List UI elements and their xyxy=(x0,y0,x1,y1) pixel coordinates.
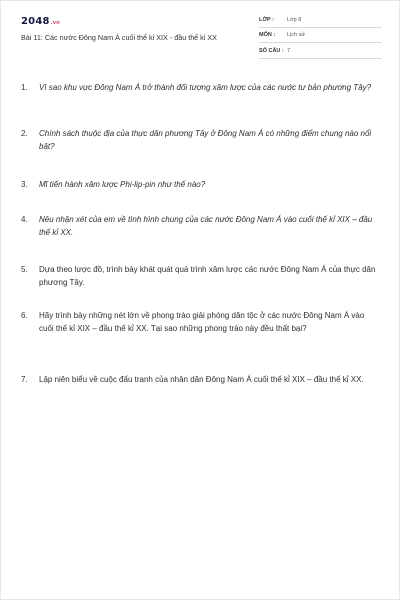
question-text: Hãy trình bày những nét lớn về phong trào giải phóng dân tộc ở các nước Đông Nam Á vào cuối thế kỉ XIX – đầu thế kỉ XX. Tại sao những phong trào này đều thất bại? xyxy=(39,311,365,333)
meta-subject-value: Lịch sử xyxy=(287,32,306,38)
logo-suffix: .vn xyxy=(50,20,60,26)
question-text: Nêu nhận xét của em về tình hình chung của các nước Đông Nam Á vào cuối thế kỉ XIX – đầu thế kỉ XX. xyxy=(39,215,373,237)
question-number: 2. xyxy=(21,129,28,138)
meta-class-label: LỚP : xyxy=(259,17,274,23)
question-text: Lập niên biểu về cuộc đấu tranh của nhân dân Đông Nam Á cuối thế kỉ XIX – đầu thế kỉ XX. xyxy=(39,375,364,384)
document-title: Bài 11: Các nước Đông Nam Á cuối thế kỉ XIX - đầu thế kỉ XX xyxy=(21,33,217,42)
question-number: 7. xyxy=(21,375,28,384)
meta-count-row xyxy=(259,46,382,59)
question-number: 1. xyxy=(21,83,28,92)
question-number: 4. xyxy=(21,215,28,224)
question-number: 6. xyxy=(21,311,28,320)
question-text: Mĩ tiến hành xâm lược Phi-lip-pin như thế nào? xyxy=(39,180,206,189)
question-text: Chính sách thuộc địa của thực dân phương Tây ở Đông Nam Á có những điểm chung nào nổi bật? xyxy=(39,129,372,151)
logo-main: 2048 xyxy=(21,16,50,27)
meta-class-value: Lớp 8 xyxy=(287,17,302,23)
meta-subject-label: MÔN : xyxy=(259,32,276,38)
meta-count-value: 7 xyxy=(287,48,291,54)
meta-info xyxy=(259,15,382,60)
site-logo[interactable] xyxy=(21,17,60,27)
meta-class-row xyxy=(259,15,382,28)
question-text: Vì sao khu vực Đông Nam Á trở thành đối tượng xâm lược của các nước tư bản phương Tây? xyxy=(39,83,372,92)
meta-subject-row xyxy=(259,30,382,43)
question-number: 5. xyxy=(21,265,28,274)
question-number: 3. xyxy=(21,180,28,189)
worksheet-header xyxy=(20,15,382,60)
meta-count-label: SỐ CÂU : xyxy=(259,48,284,54)
question-text: Dựa theo lược đồ, trình bày khát quát quá trình xâm lược các nước Đông Nam Á của thực dân phương Tây. xyxy=(39,265,376,287)
